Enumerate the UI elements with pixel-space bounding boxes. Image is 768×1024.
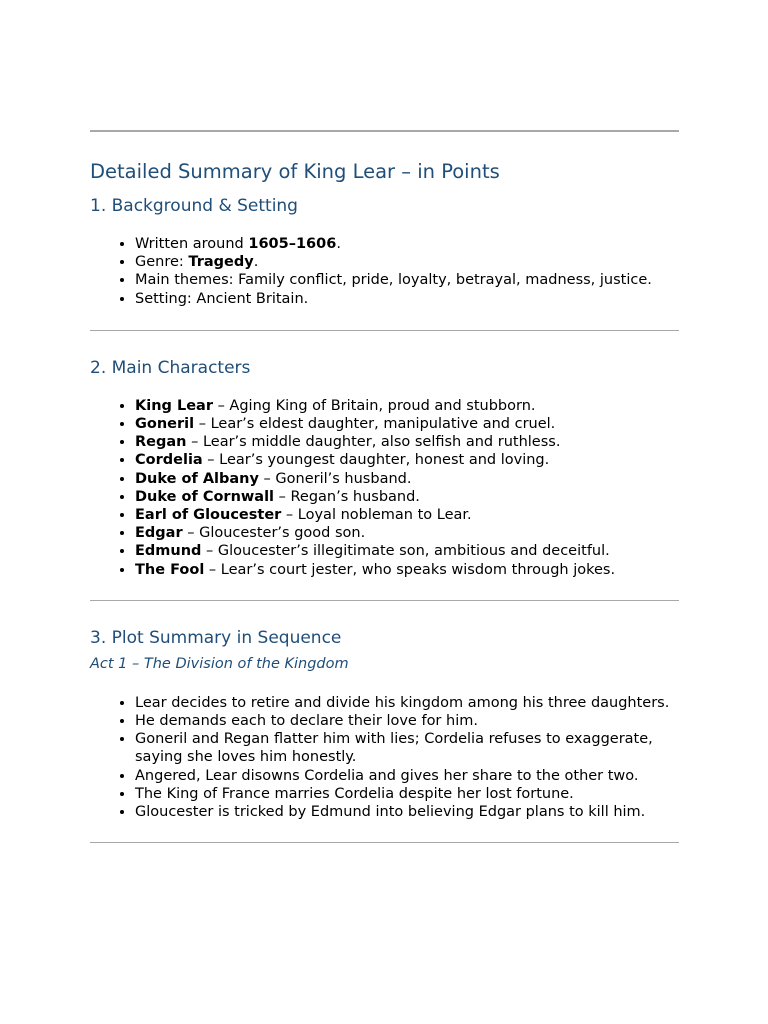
list-item: • Edgar – Gloucester’s good son. <box>135 524 690 542</box>
list-item: • Angered, Lear disowns Cordelia and gives her share to the other two. <box>135 767 690 785</box>
section-heading-plot: 3. Plot Summary in Sequence <box>90 627 342 648</box>
section-divider <box>90 842 679 843</box>
list-item: • He demands each to declare their love for him. <box>135 712 690 730</box>
list-item: • Lear decides to retire and divide his kingdom among his three daughters. <box>135 694 690 712</box>
list-item: • Edmund – Gloucester’s illegitimate son, ambitious and deceitful. <box>135 542 690 560</box>
list-item: • Duke of Albany – Goneril’s husband. <box>135 470 690 488</box>
list-item: • King Lear – Aging King of Britain, proud and stubborn. <box>135 397 690 415</box>
background-list <box>90 235 690 308</box>
section-divider <box>90 600 679 601</box>
plot-list <box>90 694 690 821</box>
document-title: Detailed Summary of King Lear – in Points <box>90 160 500 183</box>
list-item: • Goneril – Lear’s eldest daughter, manipulative and cruel. <box>135 415 690 433</box>
list-item: • The King of France marries Cordelia despite her lost fortune. <box>135 785 690 803</box>
list-item: • Main themes: Family conflict, pride, loyalty, betrayal, madness, justice. <box>135 271 690 289</box>
list-item: • Goneril and Regan flatter him with lies; Cordelia refuses to exaggerate, saying she loves him honestly. <box>135 730 690 766</box>
characters-list <box>90 397 690 579</box>
list-item: • Cordelia – Lear’s youngest daughter, honest and loving. <box>135 451 690 469</box>
section-heading-characters: 2. Main Characters <box>90 357 251 378</box>
list-item: • Gloucester is tricked by Edmund into believing Edgar plans to kill him. <box>135 803 690 821</box>
act-subheading: Act 1 – The Division of the Kingdom <box>90 655 349 672</box>
top-rule <box>90 130 679 132</box>
list-item: • Genre: Tragedy. <box>135 253 690 271</box>
list-item: • Earl of Gloucester – Loyal nobleman to Lear. <box>135 506 690 524</box>
list-item: • Written around 1605–1606. <box>135 235 690 253</box>
section-divider <box>90 330 679 331</box>
list-item: • Setting: Ancient Britain. <box>135 290 690 308</box>
section-heading-background: 1. Background & Setting <box>90 196 298 216</box>
document-content <box>90 158 690 843</box>
list-item: • Regan – Lear’s middle daughter, also selfish and ruthless. <box>135 433 690 451</box>
list-item: • Duke of Cornwall – Regan’s husband. <box>135 488 690 506</box>
list-item: • The Fool – Lear’s court jester, who speaks wisdom through jokes. <box>135 561 690 579</box>
